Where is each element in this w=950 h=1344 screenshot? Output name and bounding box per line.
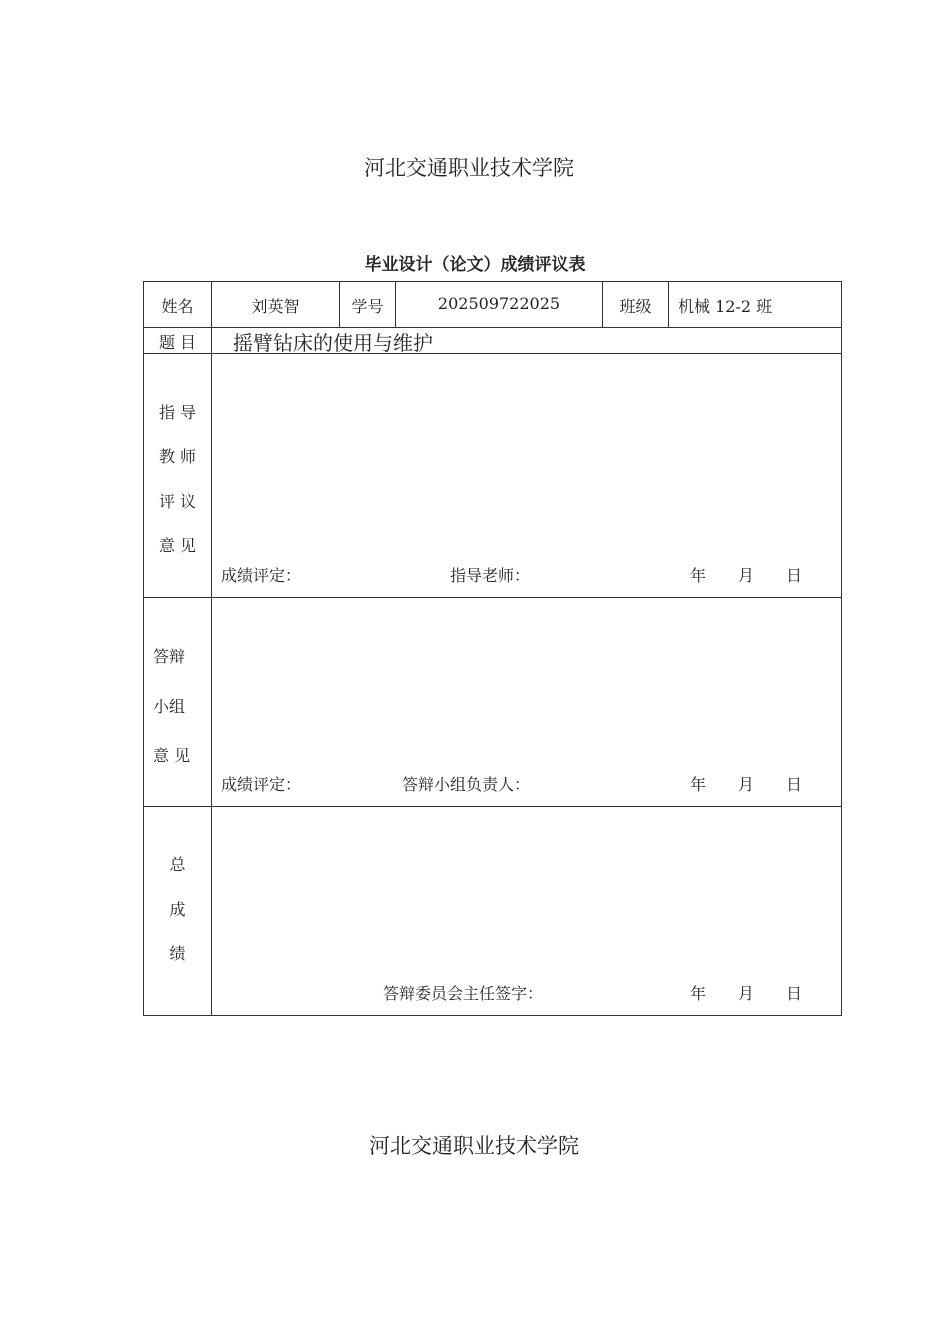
advisor-label-line-4: 意 见 (158, 536, 197, 555)
advisor-year: 年 (690, 566, 707, 585)
advisor-label-line-2: 教 师 (158, 447, 197, 466)
defense-month: 月 (738, 775, 755, 794)
student-id-value: 202509722025 (437, 294, 561, 313)
school-name-bottom: 河北交通职业技术学院 (369, 1134, 579, 1158)
total-label-line-3: 绩 (169, 944, 186, 963)
total-label-line-1: 总 (169, 855, 186, 874)
defense-label-line-3: 意 见 (153, 746, 191, 765)
school-name-top: 河北交通职业技术学院 (364, 156, 574, 180)
advisor-score-label: 成绩评定： (221, 566, 302, 585)
advisor-signer-label: 指导老师： (450, 566, 531, 585)
topic-value: 摇臂钻床的使用与维护 (233, 331, 433, 355)
name-value: 刘英智 (251, 297, 300, 316)
class-label: 班级 (619, 297, 652, 316)
total-day: 日 (786, 984, 803, 1003)
total-year: 年 (690, 984, 707, 1003)
advisor-month: 月 (738, 566, 755, 585)
class-value: 机械 12-2 班 (678, 297, 773, 316)
advisor-label-line-1: 指 导 (158, 403, 197, 422)
topic-label: 题 目 (158, 333, 197, 352)
total-month: 月 (738, 984, 755, 1003)
defense-year: 年 (690, 775, 707, 794)
defense-label-line-1: 答辩 (153, 647, 186, 666)
defense-label-line-2: 小组 (153, 697, 186, 716)
defense-signer-label: 答辩小组负责人： (402, 775, 531, 794)
total-signer-label: 答辩委员会主任签字： (383, 984, 544, 1003)
form-title: 毕业设计（论文）成绩评议表 (364, 255, 586, 275)
advisor-day: 日 (786, 566, 803, 585)
total-label-line-2: 成 (169, 900, 186, 919)
defense-day: 日 (786, 775, 803, 794)
name-label: 姓名 (161, 297, 194, 316)
student-id-label: 学号 (351, 297, 384, 316)
advisor-label-line-3: 评 议 (158, 492, 197, 511)
defense-score-label: 成绩评定： (221, 775, 302, 794)
